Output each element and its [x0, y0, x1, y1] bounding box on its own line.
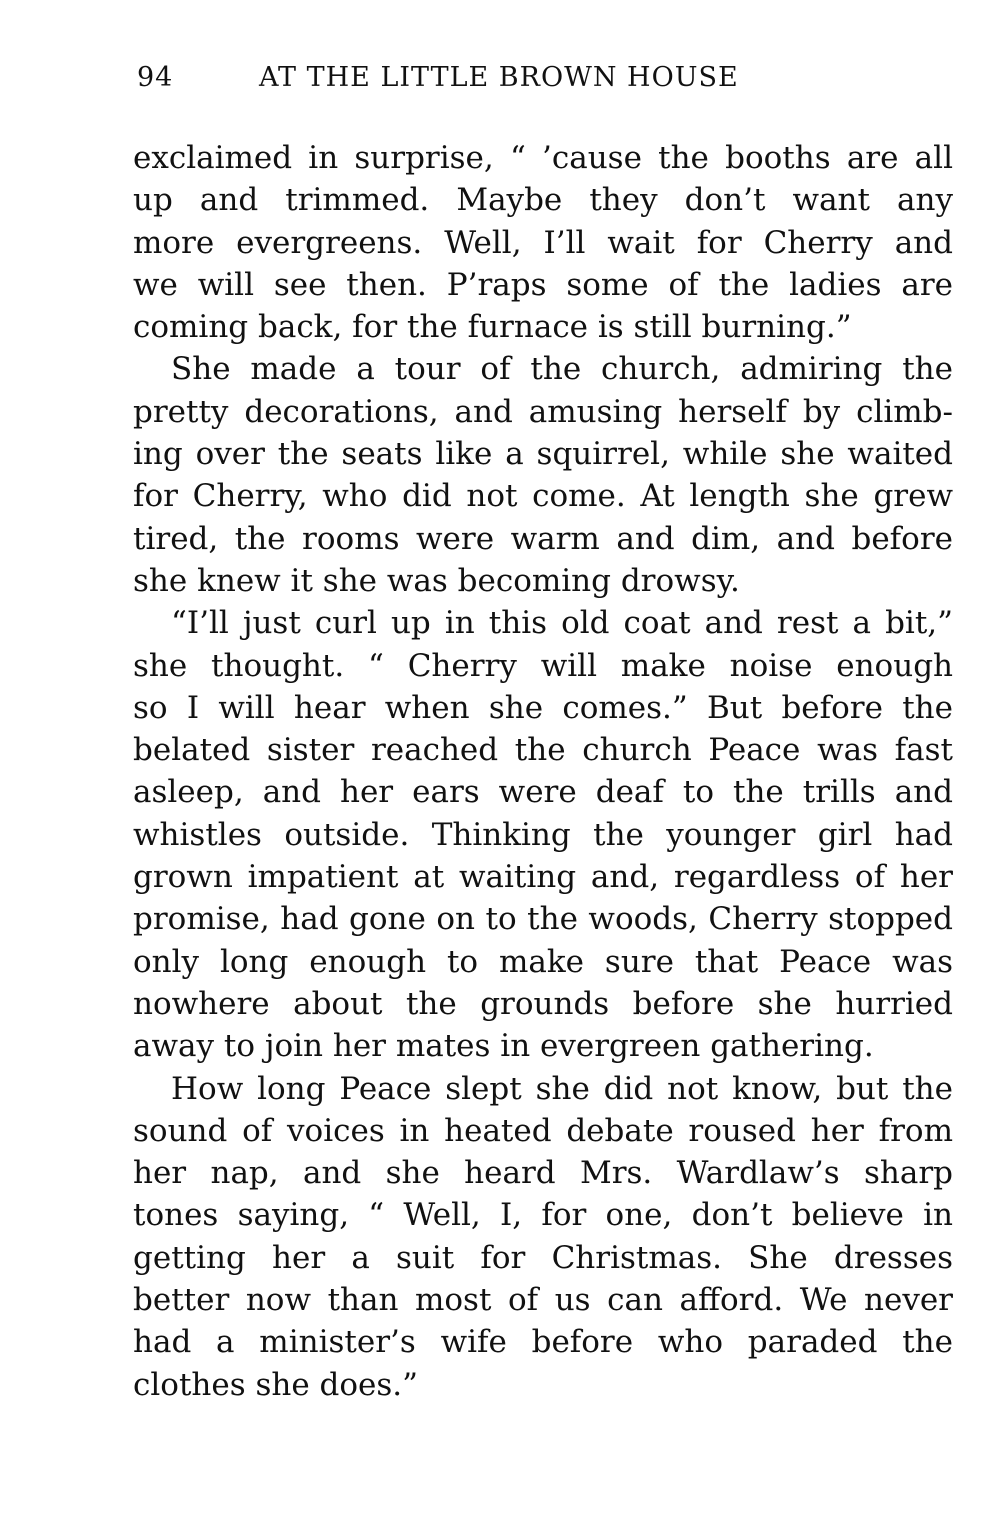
text-line: grown impatient at waiting and, regardless of her: [133, 859, 953, 896]
text-line: getting her a suit for Christmas. She dresses: [133, 1239, 953, 1276]
text-line: whistles outside. Thinking the younger girl had: [133, 816, 953, 853]
running-head: [137, 62, 857, 102]
text-line: pretty decorations, and amusing herself by climb-: [133, 393, 953, 430]
text-line: she thought. “ Cherry will make noise enough: [133, 647, 953, 684]
text-line: for Cherry, who did not come. At length she grew: [133, 478, 953, 515]
text-line: asleep, and her ears were deaf to the trills and: [133, 774, 953, 811]
running-title: AT THE LITTLE BROWN HOUSE: [259, 62, 739, 93]
text-line: up and trimmed. Maybe they don’t want any: [133, 182, 953, 219]
text-line: more evergreens. Well, I’ll wait for Cherry and: [133, 224, 953, 261]
text-line: so I will hear when she comes.” But before the: [133, 689, 953, 726]
text-line: tones saying, “ Well, I, for one, don’t believe in: [133, 1197, 953, 1234]
text-line: sound of voices in heated debate roused her from: [133, 1112, 953, 1149]
text-line: exclaimed in surprise, “ ’cause the booths are all: [133, 140, 953, 176]
text-line: clothes she does.”: [133, 1366, 419, 1403]
body-text: [133, 137, 953, 1406]
paragraph-start-line: How long Peace slept she did not know, but the: [171, 1070, 953, 1107]
text-line: better now than most of us can afford. We never: [133, 1282, 953, 1319]
text-line: ing over the seats like a squirrel, while she waited: [133, 436, 953, 473]
text-line: only long enough to make sure that Peace was: [133, 943, 953, 980]
paragraph-start-line: She made a tour of the church, admiring the: [171, 351, 953, 388]
text-line: away to join her mates in evergreen gathering.: [133, 1028, 874, 1065]
text-line: had a minister’s wife before who paraded the: [133, 1324, 953, 1361]
text-line: we will see then. P’raps some of the ladies are: [133, 266, 953, 303]
page-number: 94: [137, 62, 174, 93]
text-line: nowhere about the grounds before she hurried: [133, 985, 953, 1022]
paragraph-start-line: “I’ll just curl up in this old coat and rest a bit,”: [171, 605, 953, 642]
text-line: she knew it she was becoming drowsy.: [133, 562, 740, 599]
text-line: tired, the rooms were warm and dim, and before: [133, 520, 953, 557]
text-line: promise, had gone on to the woods, Cherry stopped: [133, 901, 953, 938]
text-line: belated sister reached the church Peace was fast: [133, 732, 953, 769]
text-line: coming back, for the furnace is still burning.”: [133, 309, 852, 346]
text-line: her nap, and she heard Mrs. Wardlaw’s sharp: [133, 1155, 953, 1192]
